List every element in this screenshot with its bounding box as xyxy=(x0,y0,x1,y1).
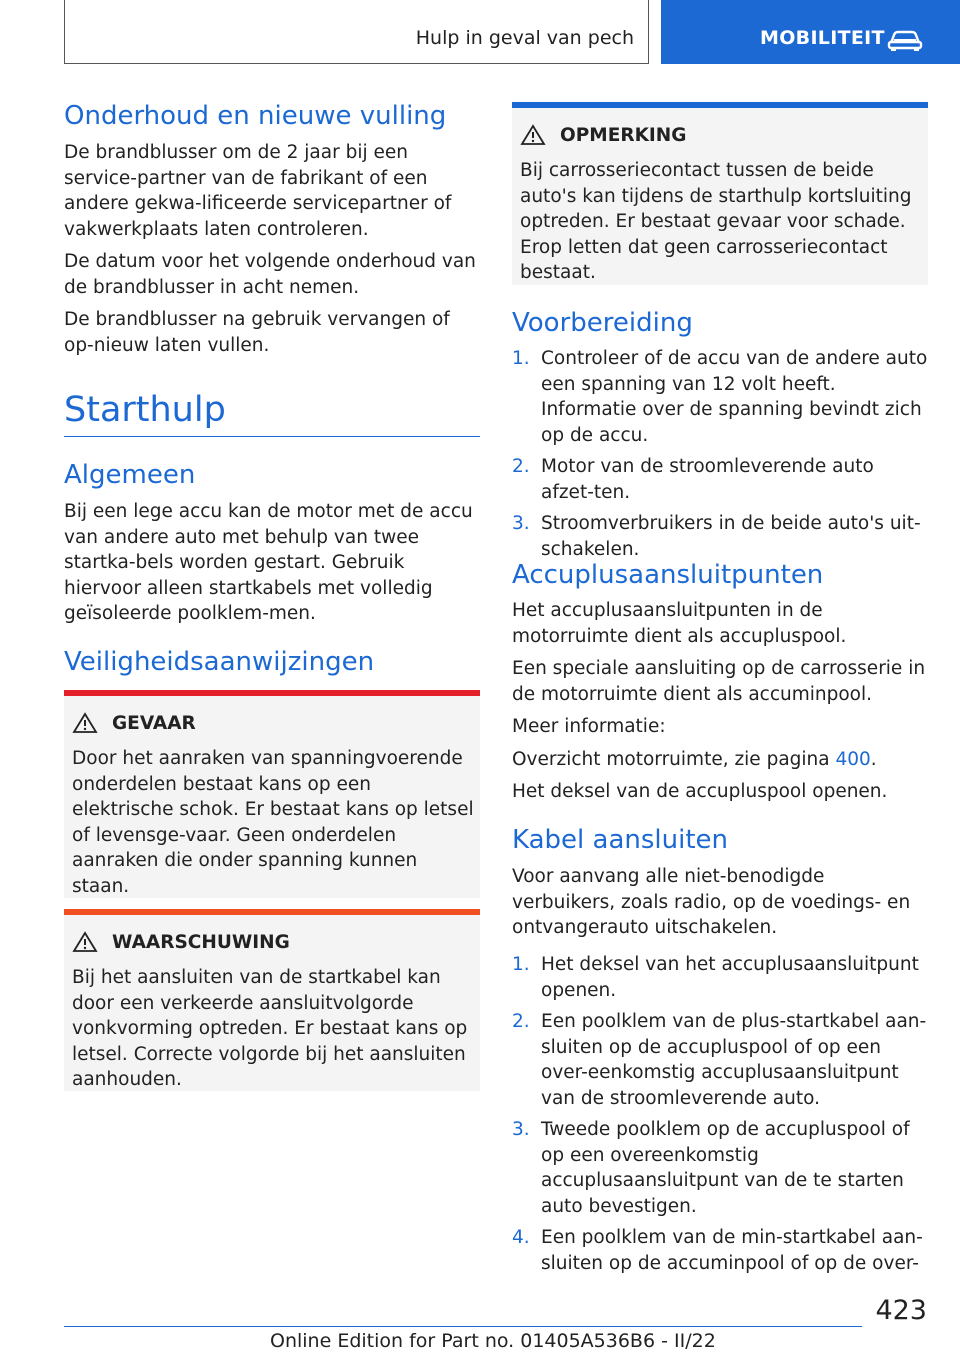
list-item-number: 2. xyxy=(512,1011,530,1032)
onderhoud-body xyxy=(64,140,480,358)
accuplus-p4 xyxy=(512,747,928,773)
list-item xyxy=(512,454,928,505)
notice-opmerking xyxy=(512,102,928,285)
header-section-title: Hulp in geval van pech xyxy=(415,27,634,49)
heading-voorbereiding: Voorbereiding xyxy=(512,308,693,338)
accuplus-body xyxy=(512,598,928,805)
notice-text: Door het aanraken van spanningvoerende onderdelen bestaat kans op een elektrische schok. Er bestaat kans op letsel of levensge-vaar. Geen onderdelen aanraken die onder spanning kunnen staan. xyxy=(72,748,474,897)
list-item xyxy=(512,511,928,562)
list-item-text: Motor van de stroomleverende auto afzet-ten. xyxy=(541,456,874,503)
crossref-suffix: . xyxy=(870,748,877,770)
footer-rule xyxy=(64,1326,862,1327)
list-item xyxy=(512,1225,928,1276)
warning-icon xyxy=(520,124,546,146)
notice-title: GEVAAR xyxy=(112,713,196,734)
onderhoud-p1: De brandblusser om de 2 jaar bij een service-partner van de fabrikant of een andere gekwa-lificeerde servicepartner of vakwerkplaats laten controleren. xyxy=(64,142,452,240)
list-item-number: 3. xyxy=(512,1119,530,1140)
list-item-text: Het deksel van het accuplusaansluitpunt openen. xyxy=(541,954,919,1001)
heading-onderhoud: Onderhoud en nieuwe vulling xyxy=(64,101,447,131)
header-section-tab xyxy=(64,0,649,64)
list-item-text: Stroomverbruikers in de beide auto's uit-schakelen. xyxy=(541,513,921,560)
accuplus-p2: Een speciale aansluiting op de carrosserie in de motorruimte dient als accuminpool. xyxy=(512,658,926,705)
list-item-number: 2. xyxy=(512,456,530,477)
list-item xyxy=(512,1009,928,1111)
list-item-number: 4. xyxy=(512,1227,530,1248)
page-link[interactable]: 400 xyxy=(835,748,871,770)
warning-icon xyxy=(72,931,98,953)
heading-accuplus: Accuplusaansluitpunten xyxy=(512,560,824,590)
notice-gevaar xyxy=(64,690,480,898)
kabel-body xyxy=(512,864,928,941)
algemeen-body xyxy=(64,499,480,627)
notice-bar xyxy=(64,690,480,696)
list-item-number: 1. xyxy=(512,348,530,369)
list-item-text: Een poolklem van de plus-startkabel aan-sluiten op de accupluspool of op een over-eenkomstig accuplusaansluitpunt van de stroomleverende auto. xyxy=(541,1011,927,1109)
accuplus-p1: Het accuplusaansluitpunten in de motorruimte dient als accupluspool. xyxy=(512,600,847,647)
accuplus-p5: Het deksel van de accupluspool openen. xyxy=(512,781,888,802)
list-item-number: 3. xyxy=(512,513,530,534)
voorbereiding-list xyxy=(512,346,928,568)
onderhoud-p2: De datum voor het volgende onderhoud van de brandblusser in acht nemen. xyxy=(64,251,476,298)
header-chapter-title: MOBILITEIT xyxy=(760,27,885,49)
notice-text: Bij carrosseriecontact tussen de beide auto's kan tijdens de starthulp kortsluiting optreden. Er bestaat gevaar voor schade. Erop letten dat geen carrosseriecontact bestaat. xyxy=(520,160,912,283)
page-number: 423 xyxy=(875,1295,927,1326)
kabel-list xyxy=(512,952,928,1282)
notice-title: OPMERKING xyxy=(560,125,687,146)
heading-kabel: Kabel aansluiten xyxy=(512,825,728,855)
car-icon xyxy=(887,28,923,52)
heading-starthulp: Starthulp xyxy=(64,390,226,430)
warning-icon xyxy=(72,712,98,734)
list-item xyxy=(512,346,928,448)
onderhoud-p3: De brandblusser na gebruik vervangen of op-nieuw laten vullen. xyxy=(64,309,450,356)
notice-bar xyxy=(512,102,928,108)
algemeen-p1: Bij een lege accu kan de motor met de accu van andere auto met behulp van twee startka-bels worden gestart. Gebruik hiervoor alleen startkabels met volledig geïsoleerde poolklem-men. xyxy=(64,501,473,624)
kabel-p1: Voor aanvang alle niet-benodigde verbuikers, zoals radio, op de voedings- en ontvangerauto uitschakelen. xyxy=(512,866,911,938)
starthulp-rule xyxy=(64,436,480,437)
list-item-text: Tweede poolklem op de accupluspool of op een overeenkomstig accuplusaansluitpunt van de te starten auto bevestigen. xyxy=(541,1119,910,1217)
notice-text: Bij het aansluiten van de startkabel kan door een verkeerde aansluitvolgorde vonkvorming optreden. Er bestaat kans op letsel. Correcte volgorde bij het aansluiten aanhouden. xyxy=(72,967,468,1090)
list-item-text: Een poolklem van de min-startkabel aan-sluiten op de accuminpool of op de over- xyxy=(541,1227,923,1274)
header-chapter-tab xyxy=(661,0,960,64)
accuplus-p3: Meer informatie: xyxy=(512,716,666,737)
list-item-text: Controleer of de accu van de andere auto een spanning van 12 volt heeft. Informatie over de spanning bevindt zich op de accu. xyxy=(541,348,928,446)
heading-veiligheid: Veiligheidsaanwijzingen xyxy=(64,647,375,677)
notice-title: WAARSCHUWING xyxy=(112,932,290,953)
heading-algemeen: Algemeen xyxy=(64,460,196,490)
footer-edition: Online Edition for Part no. 01405A536B6 - II/22 xyxy=(270,1330,716,1352)
notice-bar xyxy=(64,909,480,915)
list-item xyxy=(512,952,928,1003)
crossref-text: Overzicht motorruimte, zie pagina xyxy=(512,748,836,770)
list-item-number: 1. xyxy=(512,954,530,975)
list-item xyxy=(512,1117,928,1219)
notice-waarschuwing xyxy=(64,909,480,1091)
